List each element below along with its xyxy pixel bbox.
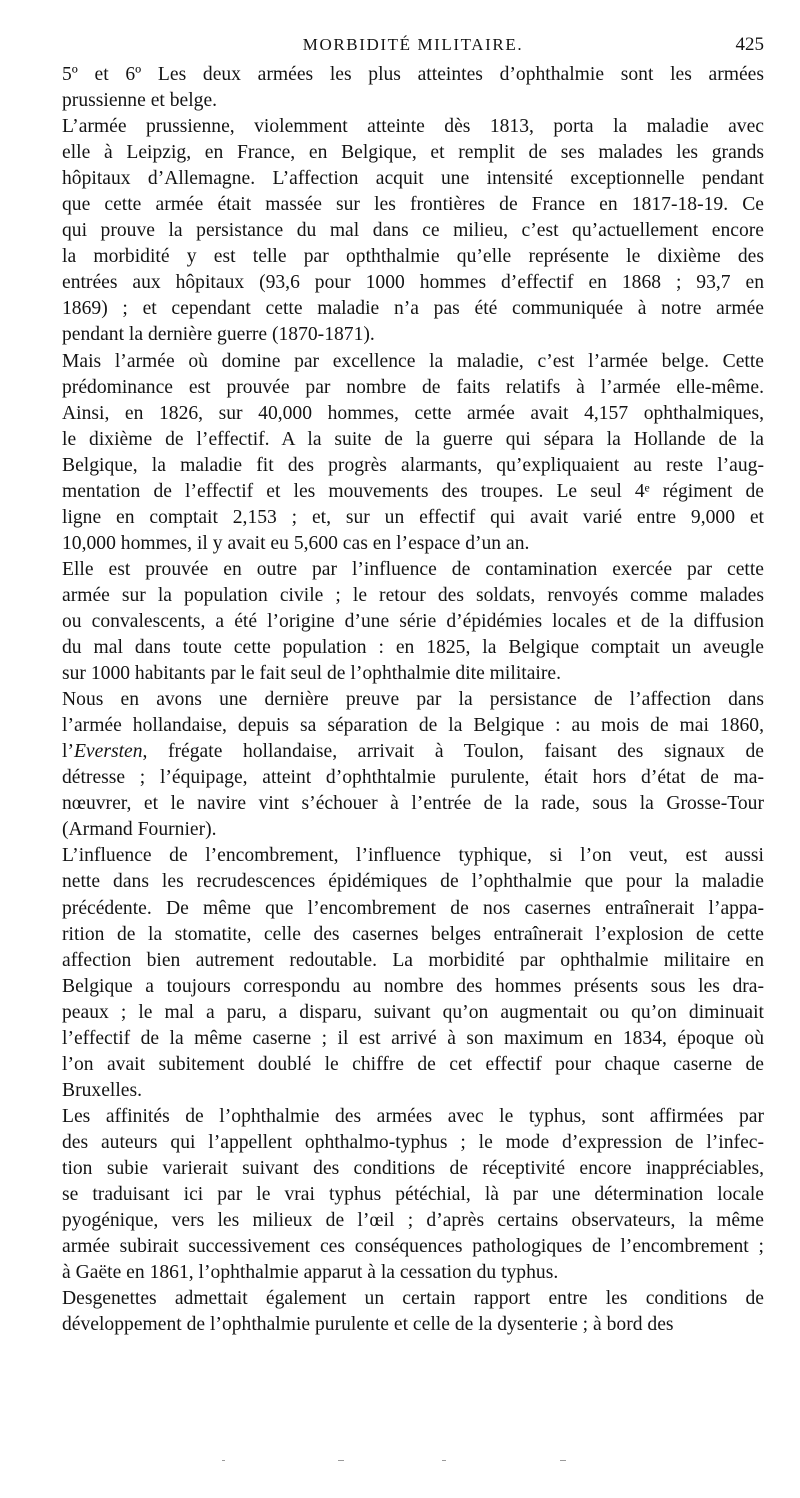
text-line: rition de la stomatite, celle des casernes belges entraînerait l’explosion de cette [62,923,764,945]
text-line: des auteurs qui l’appellent ophthalmo-typhus ; le mode d’expression de l’infec- [62,1131,764,1153]
ship-name: Eversten [73,741,143,763]
text-line: entrées aux hôpitaux (93,6 pour 1000 hommes d’effectif en 1868 ; 93,7 en [62,272,764,294]
speck [222,1460,225,1461]
text-line: pyogénique, vers les milieux de l’œil ; d’après certains observateurs, la même [62,1210,764,1232]
paragraph [62,114,764,348]
text-line: hôpitaux d’Allemagne. L’affection acquit une intensité exceptionnelle pendant [62,168,764,190]
text-line: L’armée prussienne, violemment atteinte dès 1813, porta la maladie avec [62,116,764,138]
paragraph [62,1286,764,1338]
text-line: 10,000 hommes, il y avait eu 5,600 cas en l’espace d’un an. [62,532,530,554]
text-line: ligne en comptait 2,153 ; et, sur un effectif qui avait varié entre 9,000 et [62,506,764,528]
text-line: l’Eversten, frégate hollandaise, arrivait à Toulon, faisant des signaux de [62,741,764,763]
paragraph [62,687,764,843]
text-line: prédominance est prouvée par nombre de faits relatifs à l’armée elle-même. [62,376,764,398]
text-line: à Gaëte en 1861, l’ophthalmie apparut à la cessation du typhus. [62,1262,559,1284]
text-line: armée sur la population civile ; le retour des soldats, renvoyés comme malades [62,584,764,606]
paragraph [62,843,764,1103]
text-line: l’on avait subitement doublé le chiffre de cet effectif pour chaque caserne de [62,1053,764,1075]
body-text [62,62,764,1338]
speck [338,1460,344,1461]
text-line: tion subie varierait suivant des conditions de réceptivité encore inappréciables, [62,1157,764,1179]
text-line: mentation de l’effectif et les mouvements des troupes. Le seul 4ᵉ régiment de [62,480,764,502]
text-line: l’effectif de la même caserne ; il est arrivé à son maximum en 1834, époque où [62,1027,764,1049]
text-line: se traduisant ici par le vrai typhus pétéchial, là par une détermination locale [62,1184,764,1206]
text-line: précédente. De même que l’encombrement de nos casernes entraînerait l’appa- [62,897,764,919]
text-line: 5º et 6º Les deux armées les plus atteintes d’ophthalmie sont les armées [62,64,764,85]
text-line: Elle est prouvée en outre par l’influence de contamination exercée par cette [62,558,764,580]
text-line: la morbidité y est telle par opththalmie qu’elle représente le dixième des [62,246,764,268]
running-head [62,33,764,57]
text-line: 1869) ; et cependant cette maladie n’a pas été communiquée à notre armée [62,298,764,320]
text-line: Les affinités de l’ophthalmie des armées avec le typhus, sont affirmées par [62,1105,764,1127]
paragraph [62,1104,764,1286]
text-line: le dixième de l’effectif. A la suite de la guerre qui sépara la Hollande de la [62,428,764,450]
paragraph [62,62,764,114]
speck [560,1460,566,1461]
text-line: Nous en avons une dernière preuve par la persistance de l’affection dans [62,689,764,711]
text-line: nœuvrer, et le navire vint s’échouer à l’entrée de la rade, sous la Grosse-Tour [62,793,764,815]
footer-specks [220,1456,580,1468]
text-line: du mal dans toute cette population : en 1825, la Belgique comptait un aveugle [62,637,764,659]
speck [442,1460,446,1461]
text-line: elle à Leipzig, en France, en Belgique, et remplit de ses malades les grands [62,142,764,164]
text-line: détresse ; l’équipage, atteint d’ophthtalmie purulente, était hors d’état de ma- [62,767,764,789]
text-line: armée subirait successivement ces conséquences pathologiques de l’encombrement ; [62,1236,764,1258]
text-line: Belgique a toujours correspondu au nombre des hommes présents sous les dra- [62,975,764,997]
text-line: Desgenettes admettait également un certain rapport entre les conditions de [62,1288,764,1310]
paragraph [62,349,764,557]
page-number: 425 [735,34,764,55]
text-line: prussienne et belge. [62,90,218,112]
text-line: développement de l’ophthalmie purulente et celle de la dysenterie ; à bord des [62,1314,674,1336]
text-line: affection bien autrement redoutable. La morbidité par ophthalmie militaire en [62,949,764,971]
running-title: MORBIDITÉ MILITAIRE. [302,35,524,54]
text-line: Belgique, la maladie fit des progrès alarmants, qu’expliquaient au reste l’aug- [62,454,764,476]
text-line: que cette armée était massée sur les frontières de France en 1817-18-19. Ce [62,194,764,216]
text-line: peaux ; le mal a paru, a disparu, suivant qu’on augmentait ou qu’on diminuait [62,1001,764,1023]
text-line: ou convalescents, a été l’origine d’une série d’épidémies locales et de la diffusion [62,610,764,632]
text-line: Bruxelles. [62,1079,142,1101]
text-line: pendant la dernière guerre (1870-1871). [62,324,375,346]
text-line: Mais l’armée où domine par excellence la maladie, c’est l’armée belge. Cette [62,350,764,372]
text-line: sur 1000 habitants par le fait seul de l’ophthalmie dite militaire. [62,663,561,685]
paragraph [62,557,764,687]
text-line: (Armand Fournier). [62,819,217,841]
text-line: Ainsi, en 1826, sur 40,000 hommes, cette armée avait 4,157 ophthalmiques, [62,402,764,424]
text-line: nette dans les recrudescences épidémiques de l’ophthalmie que pour la maladie [62,871,764,893]
text-line: l’armée hollandaise, depuis sa séparation de la Belgique : au mois de mai 1860, [62,715,764,737]
text-line: qui prouve la persistance du mal dans ce milieu, c’est qu’actuellement encore [62,220,764,242]
text-line: L’influence de l’encombrement, l’influence typhique, si l’on veut, est aussi [62,845,764,867]
